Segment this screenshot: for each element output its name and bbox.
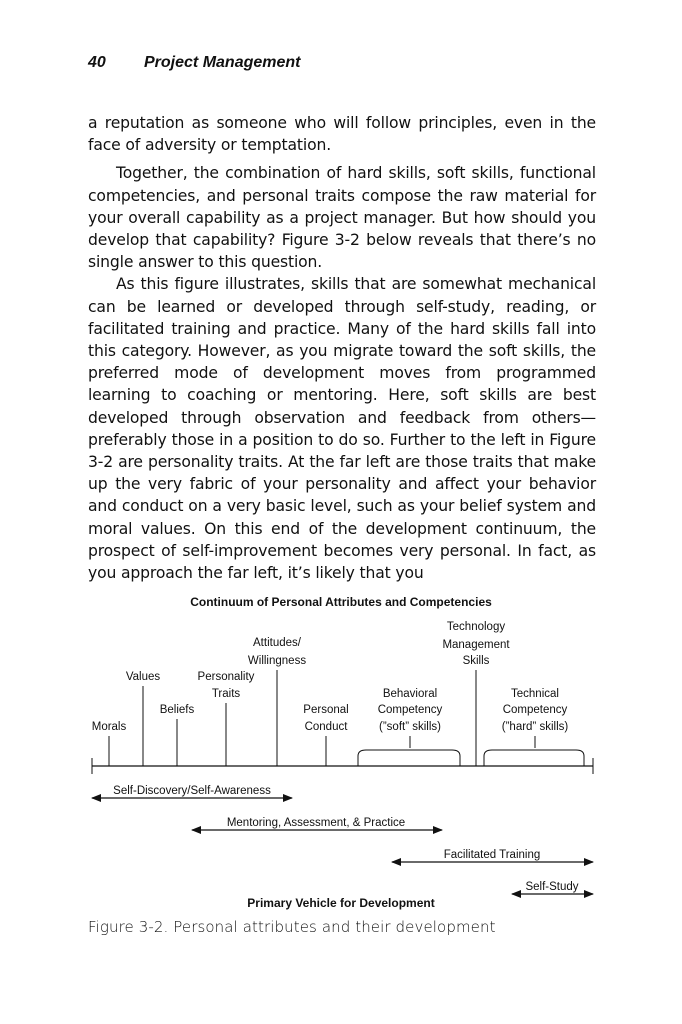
label-technical-line3: (”hard” skills) — [501, 721, 569, 733]
label-technical-line2: Competency — [502, 704, 568, 716]
label-values: Values — [125, 671, 161, 683]
label-personality-line1: Personality — [197, 671, 255, 683]
figure-caption: Figure 3-2. Personal attributes and their development — [88, 918, 496, 936]
label-behavioral-line2: Competency — [377, 704, 443, 716]
label-technical-line1: Technical — [511, 688, 559, 700]
label-personality-line2: Traits — [211, 688, 241, 700]
brace-soft-skills — [358, 750, 460, 766]
label-technology-line3: Skills — [462, 655, 490, 667]
paragraph: As this figure illustrates, skills that are somewhat mechanical can be learned or developed through self-study, reading, or facilitated training and practice. Many of the hard skills fall into this category. However, as you migrate toward the soft skills, the preferred mode of development moves from programmed learning to coaching or mentoring. Here, soft skills are best developed through observation and feedback from others—preferably those in a position to do so. Further to the left in Figure 3-2 are personality traits. At the far left are those traits that make up the very fabric of your personality and affect your behavior and conduct on a very basic level, such as your belief system and moral values. On this end of the development continuum, the prospect of self-improvement becomes very personal. In fact, as you approach the far left, it’s likely that you — [88, 275, 596, 583]
label-technology-line1: Technology — [446, 621, 506, 633]
vehicle-arrows — [92, 798, 593, 894]
label-attitudes-line2: Willingness — [247, 655, 307, 667]
paragraph: Together, the combination of hard skills, soft skills, functional competencies, and personal traits compose the raw material for your overall capability as a project manager. But how should you develop that capability? Figure 3-2 below reveals that there’s no single answer to this question. — [88, 164, 596, 272]
paragraph: a reputation as someone who will follow principles, even in the face of adversity or temptation. — [88, 114, 596, 155]
running-title: Project Management — [144, 54, 301, 71]
label-morals: Morals — [91, 721, 127, 733]
brace-hard-skills — [484, 750, 584, 766]
label-mentoring: Mentoring, Assessment, & Practice — [226, 817, 406, 829]
label-self-discovery: Self-Discovery/Self-Awareness — [113, 785, 271, 797]
figure-footer-label: Primary Vehicle for Development — [247, 896, 435, 910]
label-self-study: Self-Study — [525, 881, 579, 893]
label-personal-line2: Conduct — [304, 721, 348, 733]
label-beliefs: Beliefs — [159, 704, 195, 716]
label-facilitated: Facilitated Training — [443, 849, 541, 861]
label-technology-line2: Management — [442, 639, 510, 651]
label-behavioral-line3: (”soft” skills) — [379, 721, 441, 733]
label-attitudes-line1: Attitudes/ — [253, 637, 301, 649]
figure-title: Continuum of Personal Attributes and Competencies — [190, 595, 492, 609]
label-personal-line1: Personal — [303, 704, 349, 716]
label-behavioral-line1: Behavioral — [382, 688, 438, 700]
page-number: 40 — [88, 54, 106, 71]
